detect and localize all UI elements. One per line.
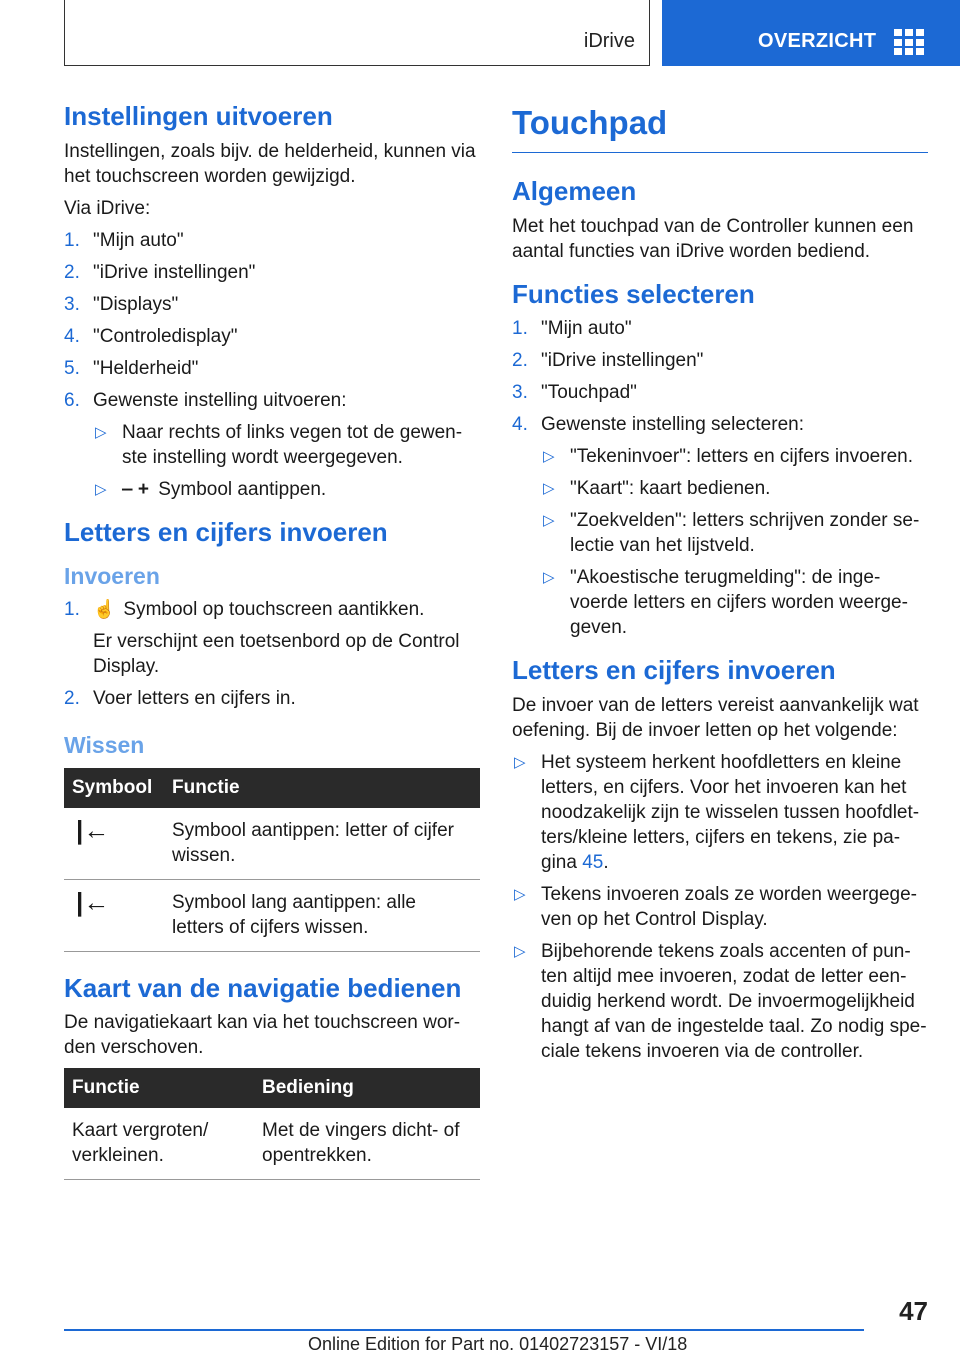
list-item: 5. "Helderheid"	[64, 357, 199, 379]
algemeen-text: Met het touchpad van de Controller kunnen een aantal functies van iDrive worden bediend.	[512, 215, 914, 262]
backspace-icon: |←	[76, 814, 110, 845]
via-idrive-text: Via iDrive:	[64, 197, 151, 219]
list-item: ▷ Tekens invoeren zoals ze worden weergegeven op het Control Display.	[514, 883, 917, 930]
steps-list	[64, 228, 480, 502]
list-item: 4. "Controledisplay"	[64, 325, 238, 347]
triangle-bullet-icon: ▷	[543, 512, 555, 529]
grid-icon	[894, 29, 924, 55]
heading-functies-selecteren: Functies selecteren	[512, 278, 755, 309]
intro-text: Instellingen, zoals bijv. de helderheid, kunnen via het touchscreen worden gewijzigd.	[64, 140, 476, 187]
triangle-bullet-icon: ▷	[543, 569, 555, 586]
section-letters-invoer	[512, 654, 928, 1064]
table-cell: Kaart vergroten/ verkleinen.	[64, 1108, 254, 1180]
heading-invoeren: Invoeren	[64, 563, 160, 589]
list-item: 6. Gewenste instelling uitvoeren: ▷ Naar rechts of links vegen tot de gewenste instelling wordt weergegeven. ▷ ‒ + Symbool aantippen.	[64, 388, 480, 502]
list-item: ▷ Het systeem herkent hoofdletters en kleine letters, en cijfers. Voor het invoeren kan het noodzakelijk zijn te wisselen tussen hoofdletters/kleine letters, cijfers en tekens, zie pagina 45.	[514, 751, 920, 873]
kaart-table	[64, 1068, 480, 1180]
page-number: 47	[899, 1296, 928, 1326]
functies-steps	[512, 316, 928, 640]
table-cell: Symbool lang aantippen: alle letters of cijfers wissen.	[164, 879, 480, 951]
heading-algemeen: Algemeen	[512, 176, 637, 206]
triangle-bullet-icon: ▷	[543, 448, 555, 465]
page-link[interactable]: 45	[582, 851, 604, 873]
triangle-bullet-icon: ▷	[514, 753, 526, 771]
section-letters-cijfers	[64, 516, 480, 952]
header-section-title: iDrive	[583, 30, 635, 52]
sub-list-item: ▷ "Akoestische terugmelding": de ingevoerde letters en cijfers worden weergegeven.	[543, 567, 908, 638]
table-header: Symbool	[64, 768, 164, 808]
table-header: Functie	[164, 768, 480, 808]
section-functies	[512, 278, 928, 641]
right-column	[512, 100, 928, 1078]
heading-instellingen-uitvoeren: Instellingen uitvoeren	[64, 101, 333, 131]
table-row	[64, 808, 480, 880]
section-algemeen	[512, 175, 928, 264]
wissen-table	[64, 768, 480, 952]
footer-edition: Online Edition for Part no. 01402723157 - VI/18	[308, 1334, 688, 1354]
section-instellingen	[64, 100, 480, 502]
list-item: 4. Gewenste instelling selecteren: ▷ "Tekeninvoer": letters en cijfers invoeren. ▷ "Kaart": kaart bedienen. ▷ "Zoekvelden": letters schrijven zonder selectie van het lijstveld. ▷ "Akoestische terugmelding": de ingevoerde letters en cijfers worden weergegeven.	[512, 412, 928, 640]
list-item: 2. "iDrive instellingen"	[512, 350, 704, 371]
sub-list	[541, 444, 928, 640]
table-row	[64, 1108, 480, 1180]
sub-list-item: ▷ "Kaart": kaart bedienen.	[543, 478, 771, 499]
sub-list	[93, 420, 480, 502]
header-left-box	[64, 0, 650, 66]
list-item: 3. "Touchpad"	[512, 382, 637, 403]
overview-label: OVERZICHT	[758, 30, 877, 52]
triangle-bullet-icon: ▷	[95, 480, 107, 498]
minus-plus-icon: ‒ +	[122, 478, 149, 500]
table-header: Functie	[64, 1068, 254, 1108]
triangle-bullet-icon: ▷	[514, 942, 526, 960]
table-cell: Symbool aantippen: letter of cijfer wissen.	[164, 808, 480, 880]
heading-touchpad: Touchpad	[512, 100, 928, 153]
left-column	[64, 100, 480, 1200]
letters-bullets	[512, 750, 928, 1064]
heading-letters-cijfers-invoeren: Letters en cijfers invoeren	[512, 655, 836, 685]
letters-text: De invoer van de letters vereist aanvankelijk wat oefening. Bij de invoer letten op het volgende:	[512, 694, 919, 741]
sub-list-item: ▷ Naar rechts of links vegen tot de gewenste instelling wordt weergegeven.	[95, 421, 463, 468]
invoeren-steps	[64, 597, 480, 711]
kaart-intro: De navigatiekaart kan via het touchscreen worden verschoven.	[64, 1012, 461, 1058]
section-kaart	[64, 972, 480, 1181]
triangle-bullet-icon: ▷	[514, 885, 526, 903]
table-row	[64, 879, 480, 951]
triangle-bullet-icon: ▷	[95, 423, 107, 441]
heading-kaart-navigatie: Kaart van de navigatie bedienen	[64, 972, 462, 1003]
sub-list-item: ▷ ‒ + Symbool aantippen.	[95, 478, 327, 500]
footer-divider	[64, 1329, 864, 1331]
table-cell: Met de vingers dicht- of opentrekken.	[254, 1108, 480, 1180]
table-header: Bediening	[254, 1068, 480, 1108]
list-item: 2. "iDrive instellingen"	[64, 261, 256, 283]
sub-list-item: ▷ "Tekeninvoer": letters en cijfers invoeren.	[543, 446, 913, 467]
list-item: 2. Voer letters en cijfers in.	[64, 687, 296, 709]
list-item: 3. "Displays"	[64, 293, 179, 315]
list-item: ▷ Bijbehorende tekens zoals accenten of punten altijd mee invoeren, zodat de letter eenduidig herkend wordt. De invoermogelijkheid hangt af van de ingestelde taal. Zo nodig speciale tekens invoeren via de controller.	[514, 940, 927, 1062]
heading-wissen: Wissen	[64, 731, 145, 758]
step-note: Er verschijnt een toetsenbord op de Control Display.	[93, 630, 460, 677]
list-item: 1. "Mijn auto"	[64, 229, 184, 251]
list-item: 1. ☝ Symbool op touchscreen aantikken. Er verschijnt een toetsenbord op de Control Display.	[64, 597, 480, 679]
list-item: 1. "Mijn auto"	[512, 318, 632, 339]
triangle-bullet-icon: ▷	[543, 480, 555, 497]
sub-list-item: ▷ "Zoekvelden": letters schrijven zonder selectie van het lijstveld.	[543, 510, 920, 556]
backspace-icon: |←	[76, 886, 110, 917]
touch-hand-icon: ☝	[93, 598, 116, 619]
overview-button[interactable]	[662, 0, 960, 66]
heading-letters-cijfers: Letters en cijfers invoeren	[64, 516, 388, 547]
